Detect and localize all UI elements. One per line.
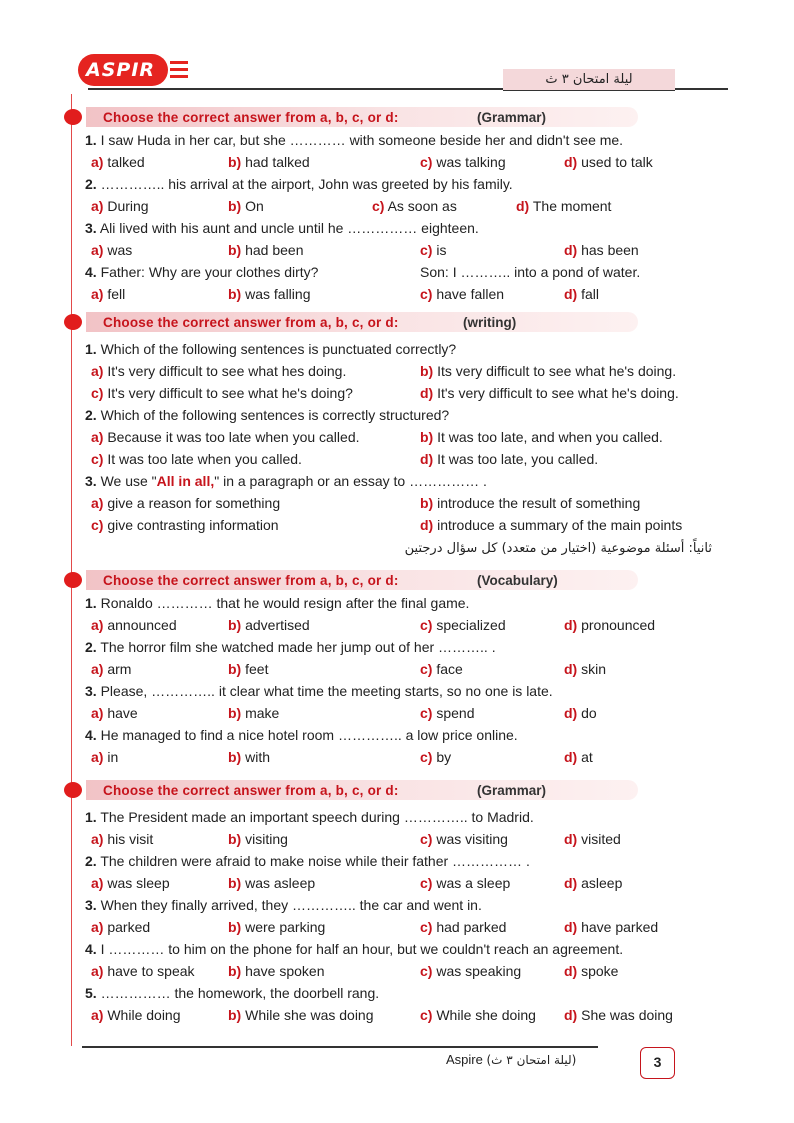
- options-row: a) have to speak b) have spoken c) was speaking d) spoke: [91, 963, 619, 979]
- logo-text: ASPIR: [86, 59, 156, 81]
- section-header-vocabulary: [86, 568, 720, 592]
- footer-rule: [82, 1046, 598, 1048]
- question: 1. Which of the following sentences is punctuated correctly?: [85, 341, 457, 357]
- options-row: a) Because it was too late when you called. b) It was too late, and when you called.: [91, 429, 663, 445]
- section-tag: (Grammar): [477, 110, 547, 125]
- options-row: c) give contrasting information d) introduce a summary of the main points: [91, 517, 683, 533]
- options-row: a) fell b) was falling c) have fallen d) fall: [91, 286, 600, 302]
- bullet-dot-icon: [64, 314, 82, 330]
- question: 2. ………….. his arrival at the airport, John was greeted by his family.: [85, 176, 513, 192]
- worksheet-content: [80, 103, 720, 1026]
- question: 4. I ………… to him on the phone for half an hour, but we couldn't reach an agreement.: [85, 941, 624, 957]
- options-row: a) It's very difficult to see what hes doing. b) Its very difficult to see what he's doing.: [91, 363, 677, 379]
- section-tag: (Grammar): [477, 783, 547, 798]
- footer-exam-title: (ليلة امتحان ٣ ث): [486, 1053, 577, 1067]
- section-header-grammar-2: [86, 778, 720, 802]
- section-tag: (Vocabulary): [477, 573, 558, 588]
- margin-line: [71, 94, 72, 1046]
- options-row: a) was sleep b) was asleep c) was a sleep d) asleep: [91, 875, 623, 891]
- aspire-logo: [78, 52, 190, 88]
- bullet-dot-icon: [64, 572, 82, 588]
- options-row: a) parked b) were parking c) had parked d) have parked: [91, 919, 659, 935]
- options-row: c) It was too late when you called. d) It was too late, you called.: [91, 451, 599, 467]
- options-row: a) arm b) feet c) face d) skin: [91, 661, 607, 677]
- logo-e-icon: [170, 61, 188, 79]
- page-number: 3: [640, 1047, 675, 1079]
- options-row: c) It's very difficult to see what he's doing? d) It's very difficult to see what he's doing.: [91, 385, 679, 401]
- footer-brand: Aspire: [446, 1052, 483, 1067]
- section-title: Choose the correct answer from a, b, c, or d:: [103, 315, 399, 330]
- section-title: Choose the correct answer from a, b, c, or d:: [103, 573, 399, 588]
- question: 3. Ali lived with his aunt and uncle until he …………… eighteen.: [85, 220, 479, 236]
- question: 4. He managed to find a nice hotel room ………….. a low price online.: [85, 727, 518, 743]
- question: 2. The children were afraid to make noise while their father …………… .: [85, 853, 530, 869]
- section-title: Choose the correct answer from a, b, c, or d:: [103, 783, 399, 798]
- question: 3. We use "All in all," in a paragraph or an essay to …………… .: [85, 473, 487, 489]
- section-tag: (writing): [463, 315, 517, 330]
- question: 4. Father: Why are your clothes dirty? Son: I ……….. into a pond of water.: [85, 264, 641, 280]
- exam-title-tab: ليلة امتحان ٣ ث: [503, 69, 675, 91]
- section-header-grammar-1: [86, 105, 720, 129]
- options-row: a) give a reason for something b) introduce the result of something: [91, 495, 641, 511]
- options-row: a) in b) with c) by d) at: [91, 749, 593, 765]
- question: 1. I saw Huda in her car, but she ………… with someone beside her and didn't see me.: [85, 132, 624, 148]
- question: 2. The horror film she watched made her jump out of her ……….. .: [85, 639, 496, 655]
- footer-text: [446, 1052, 576, 1067]
- options-row: a) During b) On c) As soon as d) The moment: [91, 198, 612, 214]
- section-title: Choose the correct answer from a, b, c, or d:: [103, 110, 399, 125]
- question: 5. …………… the homework, the doorbell rang.: [85, 985, 380, 1001]
- bullet-dot-icon: [64, 782, 82, 798]
- question: 3. Please, ………….. it clear what time the meeting starts, so no one is late.: [85, 683, 553, 699]
- question: 1. Ronaldo ………… that he would resign after the final game.: [85, 595, 470, 611]
- options-row: a) have b) make c) spend d) do: [91, 705, 597, 721]
- options-row: a) was b) had been c) is d) has been: [91, 242, 639, 258]
- highlight-phrase: All in all,: [156, 473, 215, 489]
- options-row: a) While doing b) While she was doing c) While she doing d) She was doing: [91, 1007, 673, 1023]
- options-row: a) talked b) had talked c) was talking d) used to talk: [91, 154, 653, 170]
- question: 1. The President made an important speech during ………….. to Madrid.: [85, 809, 534, 825]
- section-header-writing: [86, 310, 720, 334]
- arabic-instructions: ثانياً: أسئلة موضوعية (اختيار من متعدد) كل سؤال درجتين: [404, 541, 712, 556]
- options-row: a) announced b) advertised c) specialized d) pronounced: [91, 617, 656, 633]
- options-row: a) his visit b) visiting c) was visiting d) visited: [91, 831, 621, 847]
- bullet-dot-icon: [64, 109, 82, 125]
- question: 2. Which of the following sentences is correctly structured?: [85, 407, 450, 423]
- question: 3. When they finally arrived, they ………….. the car and went in.: [85, 897, 482, 913]
